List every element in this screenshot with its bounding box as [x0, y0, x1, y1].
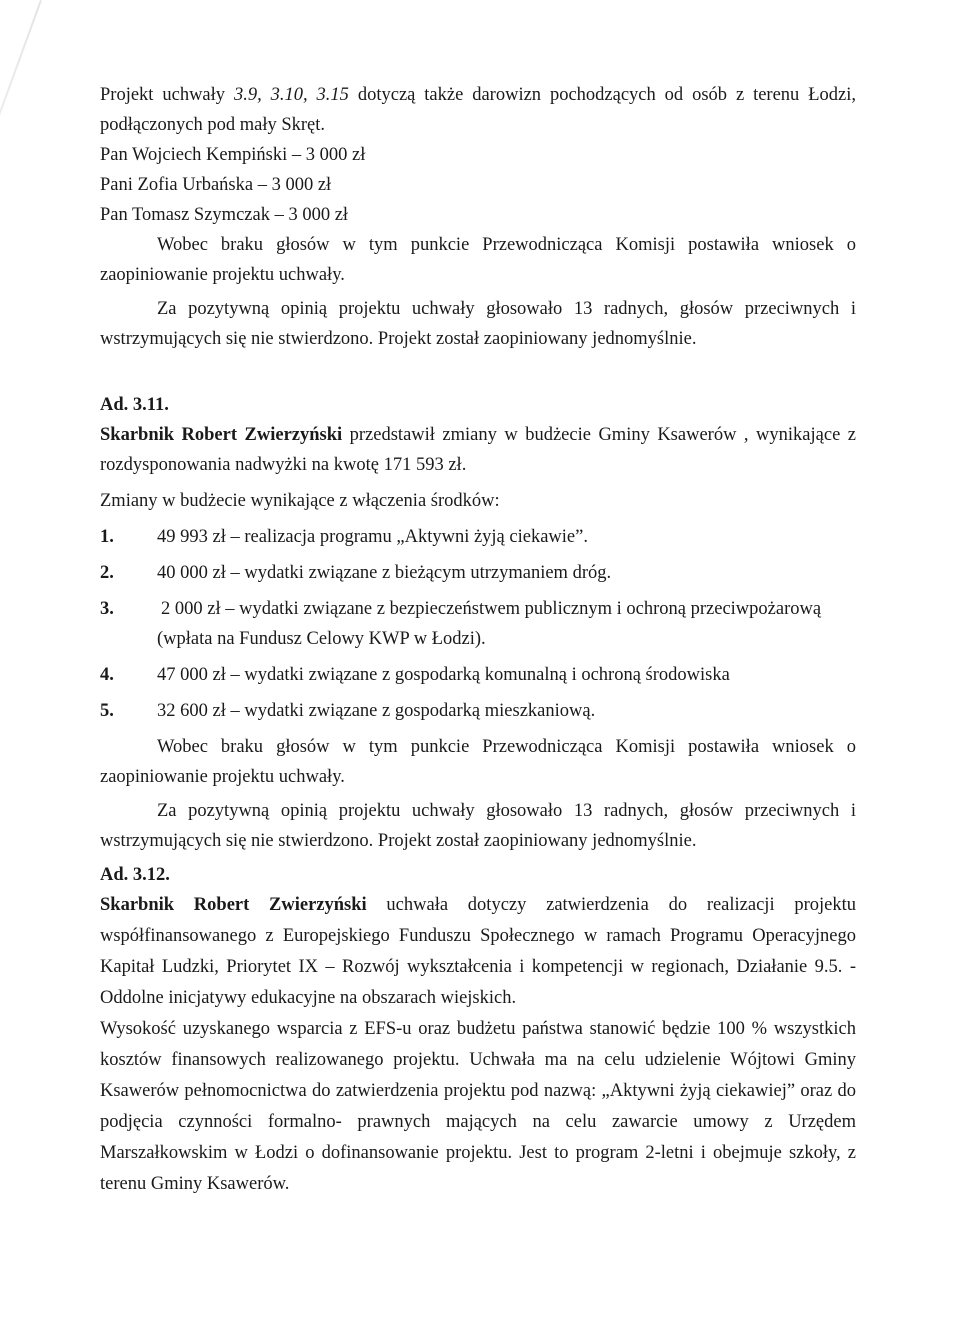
- treasurer-statement: Skarbnik Robert Zwierzyński uchwała dotyczy zatwierdzenia do realizacji projektu współfinansowanego z Europejskiego Funduszu Społecznego w ramach Programu Operacyjnego Kapitał Ludzki, Priorytet IX – Rozwój wykształcenia i kompetencji w regionach, Działanie 9.5. - Oddolne inicjatywy edukacyjne na obszarach wiejskich.: [100, 895, 856, 1008]
- motion-paragraph: Wobec braku głosów w tym punkcie Przewodnicząca Komisji postawiła wniosek o zaopiniowanie projektu uchwały.: [100, 235, 856, 285]
- scan-artifact-line: [0, 0, 42, 179]
- list-item: 1. 49 993 zł – realizacja programu „Aktywni żyją ciekawie”.: [100, 527, 588, 547]
- vote-paragraph: Za pozytywną opinią projektu uchwały głosowało 13 radnych, głosów przeciwnych i wstrzymujących się nie stwierdzono. Projekt został zaopiniowany jednomyślnie.: [100, 801, 856, 851]
- funding-paragraph: Wysokość uzyskanego wsparcia z EFS-u oraz budżetu państwa stanowić będzie 100 % wszystkich kosztów finansowych realizowanego projektu. Uchwała ma na celu udzielenie Wójtowi Gminy Ksawerów pełnomocnictwa do zatwierdzenia projektu pod nazwą: „Aktywni żyją ciekawiej” oraz do podjęcia czynności formalno- prawnych mających na celu zawarcie umowy z Urzędem Marszałkowskim w Łodzi o dofinansowanie projektu. Jest to program 2-letni i obejmuje szkoły, z terenu Gminy Ksawerów.: [100, 1019, 856, 1194]
- list-item: 5. 32 600 zł – wydatki związane z gospodarką mieszkaniową.: [100, 701, 596, 721]
- list-item: 2. 40 000 zł – wydatki związane z bieżącym utrzymaniem dróg.: [100, 563, 612, 583]
- donor-line: Pan Wojciech Kempiński – 3 000 zł: [100, 145, 366, 165]
- section-heading-3-12: Ad. 3.12.: [100, 865, 170, 885]
- speaker-name: Skarbnik Robert Zwierzyński: [100, 425, 343, 445]
- donations-intro: Projekt uchwały 3.9, 3.10, 3.15 dotyczą także darowizn pochodzących od osób z terenu Łodzi, podłączonych pod mały Skręt.: [100, 85, 856, 135]
- treasurer-statement: Skarbnik Robert Zwierzyński przedstawił zmiany w budżecie Gminy Ksawerów , wynikające z rozdysponowania nadwyżki na kwotę 171 593 zł.: [100, 425, 856, 475]
- speaker-name: Skarbnik Robert Zwierzyński: [100, 895, 367, 915]
- donor-list: [100, 140, 856, 230]
- budget-list-intro: Zmiany w budżecie wynikające z włączenia środków:: [100, 491, 500, 511]
- vote-paragraph: Za pozytywną opinią projektu uchwały głosowało 13 radnych, głosów przeciwnych i wstrzymujących się nie stwierdzono. Projekt został zaopiniowany jednomyślnie.: [100, 299, 856, 349]
- donor-line: Pan Tomasz Szymczak – 3 000 zł: [100, 205, 349, 225]
- section-heading-3-11: Ad. 3.11.: [100, 395, 169, 415]
- donor-line: Pani Zofia Urbańska – 3 000 zł: [100, 175, 332, 195]
- list-item: 3. 2 000 zł – wydatki związane z bezpieczeństwem publicznym i ochroną przeciwpożarową: [100, 599, 822, 619]
- list-item-note: (wpłata na Fundusz Celowy KWP w Łodzi).: [157, 629, 486, 649]
- list-item: 4. 47 000 zł – wydatki związane z gospodarką komunalną i ochroną środowiska: [100, 665, 730, 685]
- document-page: [100, 80, 856, 1200]
- budget-changes-list: [100, 522, 856, 726]
- motion-paragraph: Wobec braku głosów w tym punkcie Przewodnicząca Komisji postawiła wniosek o zaopiniowanie projektu uchwały.: [100, 737, 856, 787]
- resolution-refs: 3.9, 3.10, 3.15: [233, 85, 349, 105]
